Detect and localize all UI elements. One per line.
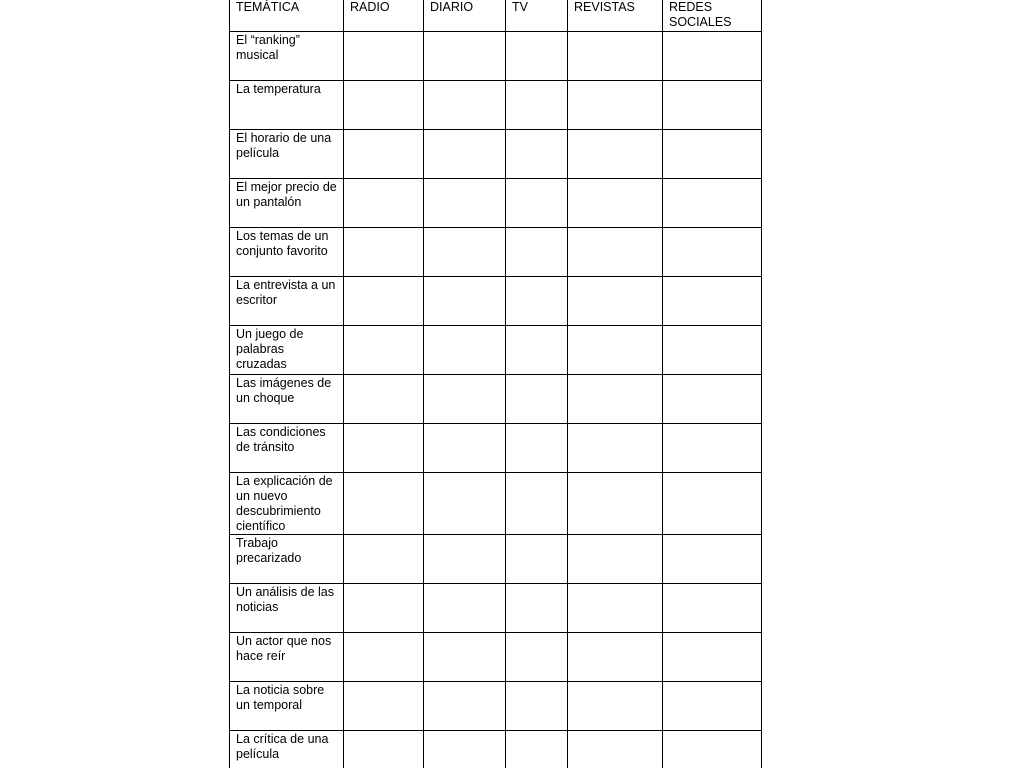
empty-cell-redes-sociales — [663, 277, 762, 326]
empty-cell-diario — [424, 130, 506, 179]
empty-cell-redes-sociales — [663, 326, 762, 375]
empty-cell-revistas — [568, 375, 663, 424]
topic-cell: La temperatura — [230, 81, 344, 130]
table-header-row — [230, 0, 762, 32]
empty-cell-tv — [506, 32, 568, 81]
empty-cell-diario — [424, 535, 506, 584]
empty-cell-radio — [344, 228, 424, 277]
empty-cell-tv — [506, 473, 568, 535]
topic-cell: El mejor precio de un pantalón — [230, 179, 344, 228]
empty-cell-radio — [344, 32, 424, 81]
table-row — [230, 535, 762, 584]
topic-cell: Un análisis de las noticias — [230, 584, 344, 633]
empty-cell-redes-sociales — [663, 682, 762, 731]
empty-cell-diario — [424, 179, 506, 228]
empty-cell-tv — [506, 584, 568, 633]
topic-cell: Las condiciones de tránsito — [230, 424, 344, 473]
empty-cell-tv — [506, 81, 568, 130]
empty-cell-tv — [506, 375, 568, 424]
empty-cell-revistas — [568, 81, 663, 130]
table-row — [230, 584, 762, 633]
media-topics-table — [229, 0, 762, 768]
empty-cell-redes-sociales — [663, 731, 762, 768]
empty-cell-revistas — [568, 584, 663, 633]
empty-cell-radio — [344, 535, 424, 584]
empty-cell-revistas — [568, 326, 663, 375]
empty-cell-radio — [344, 584, 424, 633]
topic-cell: El “ranking” musical — [230, 32, 344, 81]
empty-cell-diario — [424, 424, 506, 473]
empty-cell-revistas — [568, 731, 663, 768]
empty-cell-radio — [344, 179, 424, 228]
empty-cell-revistas — [568, 277, 663, 326]
topic-cell: La entrevista a un escritor — [230, 277, 344, 326]
table-row — [230, 32, 762, 81]
empty-cell-redes-sociales — [663, 32, 762, 81]
empty-cell-diario — [424, 633, 506, 682]
empty-cell-radio — [344, 277, 424, 326]
topic-cell: Un juego de palabras cruzadas — [230, 326, 344, 375]
empty-cell-diario — [424, 228, 506, 277]
topic-cell: Trabajo precarizado — [230, 535, 344, 584]
table-row — [230, 326, 762, 375]
empty-cell-diario — [424, 375, 506, 424]
table-row — [230, 375, 762, 424]
header-tematica: TEMÁTICA — [230, 0, 344, 32]
empty-cell-diario — [424, 277, 506, 326]
empty-cell-radio — [344, 633, 424, 682]
empty-cell-revistas — [568, 424, 663, 473]
topic-cell: La explicación de un nuevo descubrimiento científico — [230, 473, 344, 535]
table-row — [230, 473, 762, 535]
empty-cell-tv — [506, 682, 568, 731]
topic-cell: Un actor que nos hace reír — [230, 633, 344, 682]
table-row — [230, 731, 762, 768]
table-row — [230, 633, 762, 682]
table-row — [230, 228, 762, 277]
empty-cell-redes-sociales — [663, 584, 762, 633]
empty-cell-diario — [424, 731, 506, 768]
empty-cell-diario — [424, 32, 506, 81]
empty-cell-radio — [344, 326, 424, 375]
empty-cell-tv — [506, 179, 568, 228]
empty-cell-revistas — [568, 473, 663, 535]
empty-cell-diario — [424, 682, 506, 731]
topic-cell: La noticia sobre un temporal — [230, 682, 344, 731]
header-tv: TV — [506, 0, 568, 32]
header-diario: DIARIO — [424, 0, 506, 32]
empty-cell-tv — [506, 228, 568, 277]
empty-cell-radio — [344, 375, 424, 424]
empty-cell-revistas — [568, 228, 663, 277]
empty-cell-radio — [344, 473, 424, 535]
empty-cell-revistas — [568, 179, 663, 228]
empty-cell-tv — [506, 424, 568, 473]
empty-cell-radio — [344, 424, 424, 473]
table-row — [230, 81, 762, 130]
empty-cell-diario — [424, 326, 506, 375]
empty-cell-radio — [344, 130, 424, 179]
empty-cell-tv — [506, 535, 568, 584]
empty-cell-tv — [506, 277, 568, 326]
empty-cell-tv — [506, 130, 568, 179]
table-row — [230, 130, 762, 179]
topic-cell: Las imágenes de un choque — [230, 375, 344, 424]
header-revistas: REVISTAS — [568, 0, 663, 32]
empty-cell-redes-sociales — [663, 375, 762, 424]
empty-cell-revistas — [568, 682, 663, 731]
topic-cell: Los temas de un conjunto favorito — [230, 228, 344, 277]
table-row — [230, 179, 762, 228]
empty-cell-redes-sociales — [663, 81, 762, 130]
empty-cell-tv — [506, 633, 568, 682]
table-row — [230, 277, 762, 326]
empty-cell-diario — [424, 473, 506, 535]
empty-cell-redes-sociales — [663, 179, 762, 228]
table-body — [230, 32, 762, 768]
empty-cell-redes-sociales — [663, 633, 762, 682]
empty-cell-radio — [344, 682, 424, 731]
empty-cell-redes-sociales — [663, 424, 762, 473]
topic-cell: La crítica de una película — [230, 731, 344, 768]
table-row — [230, 682, 762, 731]
empty-cell-radio — [344, 81, 424, 130]
topic-cell: El horario de una película — [230, 130, 344, 179]
empty-cell-revistas — [568, 535, 663, 584]
empty-cell-diario — [424, 81, 506, 130]
empty-cell-redes-sociales — [663, 473, 762, 535]
empty-cell-revistas — [568, 130, 663, 179]
empty-cell-diario — [424, 584, 506, 633]
header-redes-sociales: REDES SOCIALES — [663, 0, 762, 32]
table-row — [230, 424, 762, 473]
empty-cell-revistas — [568, 633, 663, 682]
empty-cell-tv — [506, 326, 568, 375]
empty-cell-redes-sociales — [663, 228, 762, 277]
empty-cell-redes-sociales — [663, 535, 762, 584]
empty-cell-radio — [344, 731, 424, 768]
empty-cell-redes-sociales — [663, 130, 762, 179]
empty-cell-tv — [506, 731, 568, 768]
empty-cell-revistas — [568, 32, 663, 81]
header-radio: RADIO — [344, 0, 424, 32]
